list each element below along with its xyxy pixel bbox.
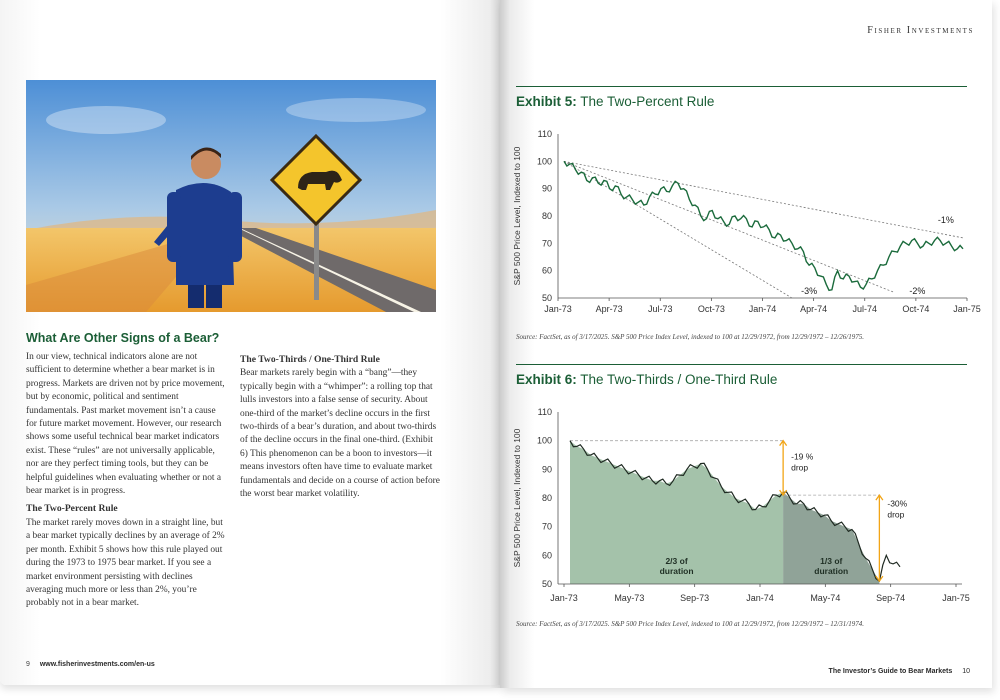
exhibit5-y-tick-label: 100	[536, 156, 552, 167]
exhibit5-y-tick-label: 80	[541, 211, 552, 221]
exhibit6-region-label: 2/3 of	[665, 555, 688, 566]
text-column-1	[26, 351, 226, 615]
exhibit5-y-tick-label: 50	[541, 293, 552, 303]
exhibit6-x-tick-label: Sep-74	[876, 593, 906, 603]
exhibit5-title-number: Exhibit 5:	[516, 94, 577, 109]
exhibit6-x-tick-label: May-74	[810, 593, 841, 603]
exhibit5-trend-label: -2%	[909, 285, 926, 296]
exhibit5-x-tick-label: Apr-74	[800, 304, 828, 314]
exhibit5-source: Source: FactSet, as of 3/17/2025. S&P 500 Price Index Level, indexed to 100 at 12/29/1972, from 12/29/1972 – 12/26/1975.	[516, 333, 864, 341]
exhibit6-y-axis-label: S&P 500 Price Level, Indexed to 100	[512, 428, 522, 568]
exhibit6-y-tick-label: 80	[541, 493, 552, 503]
exhibit5-y-tick-label: 60	[541, 265, 552, 276]
divider	[516, 364, 967, 365]
two-percent-subhead: The Two-Percent Rule	[26, 503, 118, 515]
exhibit6-annotation-label: drop	[887, 509, 905, 520]
exhibit6-y-tick-label: 100	[536, 435, 552, 446]
exhibit6-y-tick-label: 110	[537, 407, 552, 417]
exhibit6-x-tick-label: Sep-73	[680, 593, 710, 603]
page-gutter	[490, 0, 510, 688]
exhibit5-title-text: The Two-Percent Rule	[576, 94, 715, 109]
exhibit6-y-tick-label: 70	[541, 521, 552, 532]
exhibit6-annotation-label: -19 %	[791, 451, 814, 462]
exhibit6-chart	[512, 402, 972, 612]
exhibit6-x-tick-label: Jan-73	[550, 593, 578, 603]
left-page-number: 9	[26, 661, 30, 668]
exhibit5-x-tick-label: Oct-73	[697, 304, 725, 314]
exhibit6-y-tick-label: 60	[541, 550, 552, 561]
divider	[516, 86, 967, 87]
exhibit5-x-tick-label: Jan-75	[953, 304, 981, 314]
exhibit5-trend-label: -1%	[937, 214, 954, 225]
exhibit6-title-text: The Two-Thirds / One-Third Rule	[576, 372, 778, 387]
two-thirds-paragraph: Bear markets rarely begin with a “bang”—they typically begin with a “whimper”: a rolling top that lulls investors into a false sense of security. About one-third of the market’s decline occurs in the first two-thirds of a bear’s duration, and about two-thirds of the decline occurs in the final one-third. (Exhibit 6) This phenomenon can be a boon to investors—it means investors often have time to evaluate market fundamentals and decide on a course of action before the worst bear market volatility.	[240, 368, 440, 500]
exhibit5-trend-line	[564, 161, 895, 292]
exhibit5-x-tick-label: Jan-73	[544, 304, 572, 314]
exhibit6-source: Source: FactSet, as of 3/17/2025. S&P 500 Price Index Level, indexed to 100 at 12/29/1972, from 12/29/1972 – 12/31/1974.	[516, 620, 864, 628]
exhibit6-x-tick-label: Jan-74	[746, 593, 774, 603]
exhibit6-region-label: 1/3 of	[820, 555, 843, 566]
intro-paragraph: In our view, technical indicators alone are not sufficient to determine whether a bear market is in progress. Markets are driven not by price movement, but by economic, political and sentiment fundamentals. Past market movement isn’t a cause for future market movement. However, our research shows some useful technical bear market indicators exist. These “rules” are not universally applicable, nor are they perfect timing tools, but they can be helpful guidelines when evaluating whether or not a bear market is in progress.	[26, 352, 225, 497]
exhibit6-y-tick-label: 90	[541, 464, 552, 475]
exhibit5-x-tick-label: Jul-73	[647, 304, 673, 314]
exhibit6-annotation-label: -30%	[887, 498, 908, 509]
exhibit5-x-tick-label: Jul-74	[852, 304, 878, 314]
exhibit6-title	[516, 372, 777, 387]
two-percent-paragraph: The market rarely moves down in a straight line, but a bear market typically declines by an average of 2% per month. Exhibit 5 shows how this rule played out during the 1973 to 1975 bear market. If you see a market environment persisting with declines averaging much more or less than 2%, you’re probably not in a bear market.	[26, 517, 225, 609]
section-heading: What Are Other Signs of a Bear?	[26, 331, 220, 345]
hero-illustration	[26, 80, 436, 312]
exhibit5-price-line	[564, 161, 963, 290]
exhibit6-y-tick-label: 50	[541, 579, 552, 589]
brand-wordmark: Fisher Investments	[867, 25, 974, 36]
right-footer	[829, 668, 970, 675]
exhibit5-y-tick-label: 90	[541, 183, 552, 194]
exhibit5-x-tick-label: Oct-74	[902, 304, 930, 314]
exhibit5-y-tick-label: 110	[537, 129, 552, 139]
exhibit6-annotation-label: drop	[791, 462, 809, 473]
footer-guide-title: The Investor’s Guide to Bear Markets	[828, 668, 953, 675]
exhibit5-y-tick-label: 70	[541, 238, 552, 249]
footer-url-link[interactable]: www.fisherinvestments.com/en-us	[39, 661, 155, 668]
exhibit5-x-tick-label: Jan-74	[748, 304, 777, 314]
exhibit5-chart	[512, 126, 981, 322]
two-thirds-subhead: The Two-Thirds / One-Third Rule	[240, 354, 380, 365]
right-page-number: 10	[962, 668, 970, 675]
exhibit6-x-tick-label: May-73	[614, 593, 645, 603]
exhibit6-region-label: duration	[659, 565, 694, 576]
left-footer	[26, 661, 155, 668]
exhibit5-trend-label: -3%	[801, 285, 818, 296]
exhibit6-title-number: Exhibit 6:	[516, 372, 577, 387]
exhibit5-y-axis-label: S&P 500 Price Level, Indexed to 100	[512, 146, 522, 286]
exhibit6-x-tick-label: Jan-75	[942, 593, 970, 603]
exhibit5-x-tick-label: Apr-73	[595, 304, 623, 314]
exhibit5-title	[516, 94, 714, 109]
text-column-2	[240, 351, 440, 505]
exhibit6-region-label: duration	[814, 565, 849, 576]
